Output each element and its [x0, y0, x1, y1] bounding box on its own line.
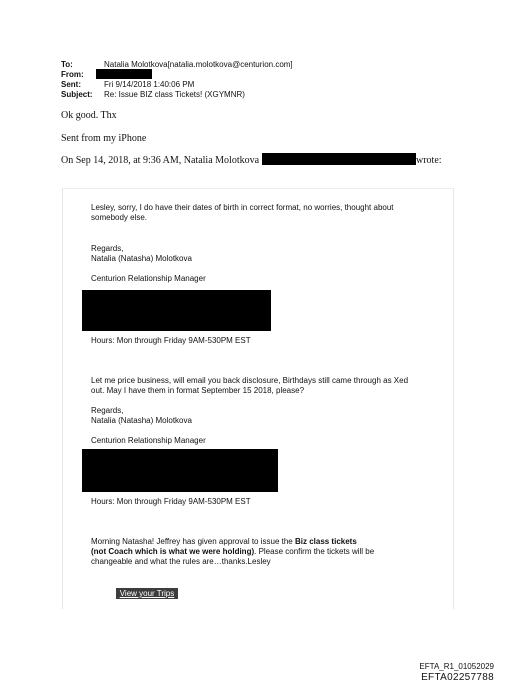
msg1-line1: Lesley, sorry, I do have their dates of birth in correct format, no worries, thought about: [91, 203, 394, 212]
msg2-contact-redaction: [82, 449, 278, 492]
to-label: To:: [61, 60, 73, 69]
sent-label: Sent:: [61, 80, 81, 89]
footer-ref1: EFTA_R1_01052029: [419, 662, 494, 671]
msg1-name: Natalia (Natasha) Molotkova: [91, 254, 192, 263]
footer-ref2: EFTA02257788: [421, 672, 494, 683]
msg2-name: Natalia (Natasha) Molotkova: [91, 416, 192, 425]
msg3-line3: changeable and what the rules are…thanks.Lesley: [91, 557, 271, 566]
msg3-line1-bold: Biz class tickets: [294, 537, 357, 546]
msg1-contact-redaction: [82, 290, 271, 331]
msg3-line1-text: Morning Natasha! Jeffrey has given approval to issue the: [91, 537, 295, 546]
msg1-regards: Regards,: [91, 244, 124, 253]
msg1-line2: somebody else.: [91, 213, 148, 222]
quote-header-prefix: On Sep 14, 2018, at 9:36 AM, Natalia Molotkova: [61, 155, 260, 166]
view-trips-button[interactable]: View your Trips: [116, 588, 178, 599]
msg2-regards: Regards,: [91, 406, 124, 415]
sent-value: Fri 9/14/2018 1:40:06 PM: [104, 80, 195, 89]
msg3-line1: [91, 537, 357, 547]
subject-label: Subject:: [61, 90, 93, 99]
quote-header-suffix: wrote:: [416, 155, 442, 166]
msg3-line2-text: . Please confirm the tickets will be: [254, 547, 375, 556]
msg2-line1: Let me price business, will email you back disclosure, Birthdays still came through as Xed: [91, 376, 409, 385]
signature-line: Sent from my iPhone: [61, 133, 147, 144]
msg2-hours: Hours: Mon through Friday 9AM-530PM EST: [91, 497, 251, 506]
to-value: Natalia Molotkova[natalia.molotkova@centurion.com]: [104, 60, 293, 69]
quote-email-redaction: [262, 153, 416, 165]
msg3-line2: [91, 547, 374, 557]
from-label: From:: [61, 70, 84, 79]
msg3-line2-bold: (not Coach which is what we were holding): [91, 547, 255, 556]
msg1-hours: Hours: Mon through Friday 9AM-530PM EST: [91, 336, 251, 345]
from-redaction: [96, 69, 152, 79]
msg2-title: Centurion Relationship Manager: [91, 436, 206, 445]
subject-value: Re: Issue BIZ class Tickets! (XGYMNR): [104, 90, 245, 99]
msg2-line2: out. May I have them in format September 15 2018, please?: [91, 386, 305, 395]
msg1-title: Centurion Relationship Manager: [91, 274, 206, 283]
reply-line: Ok good. Thx: [61, 110, 117, 121]
